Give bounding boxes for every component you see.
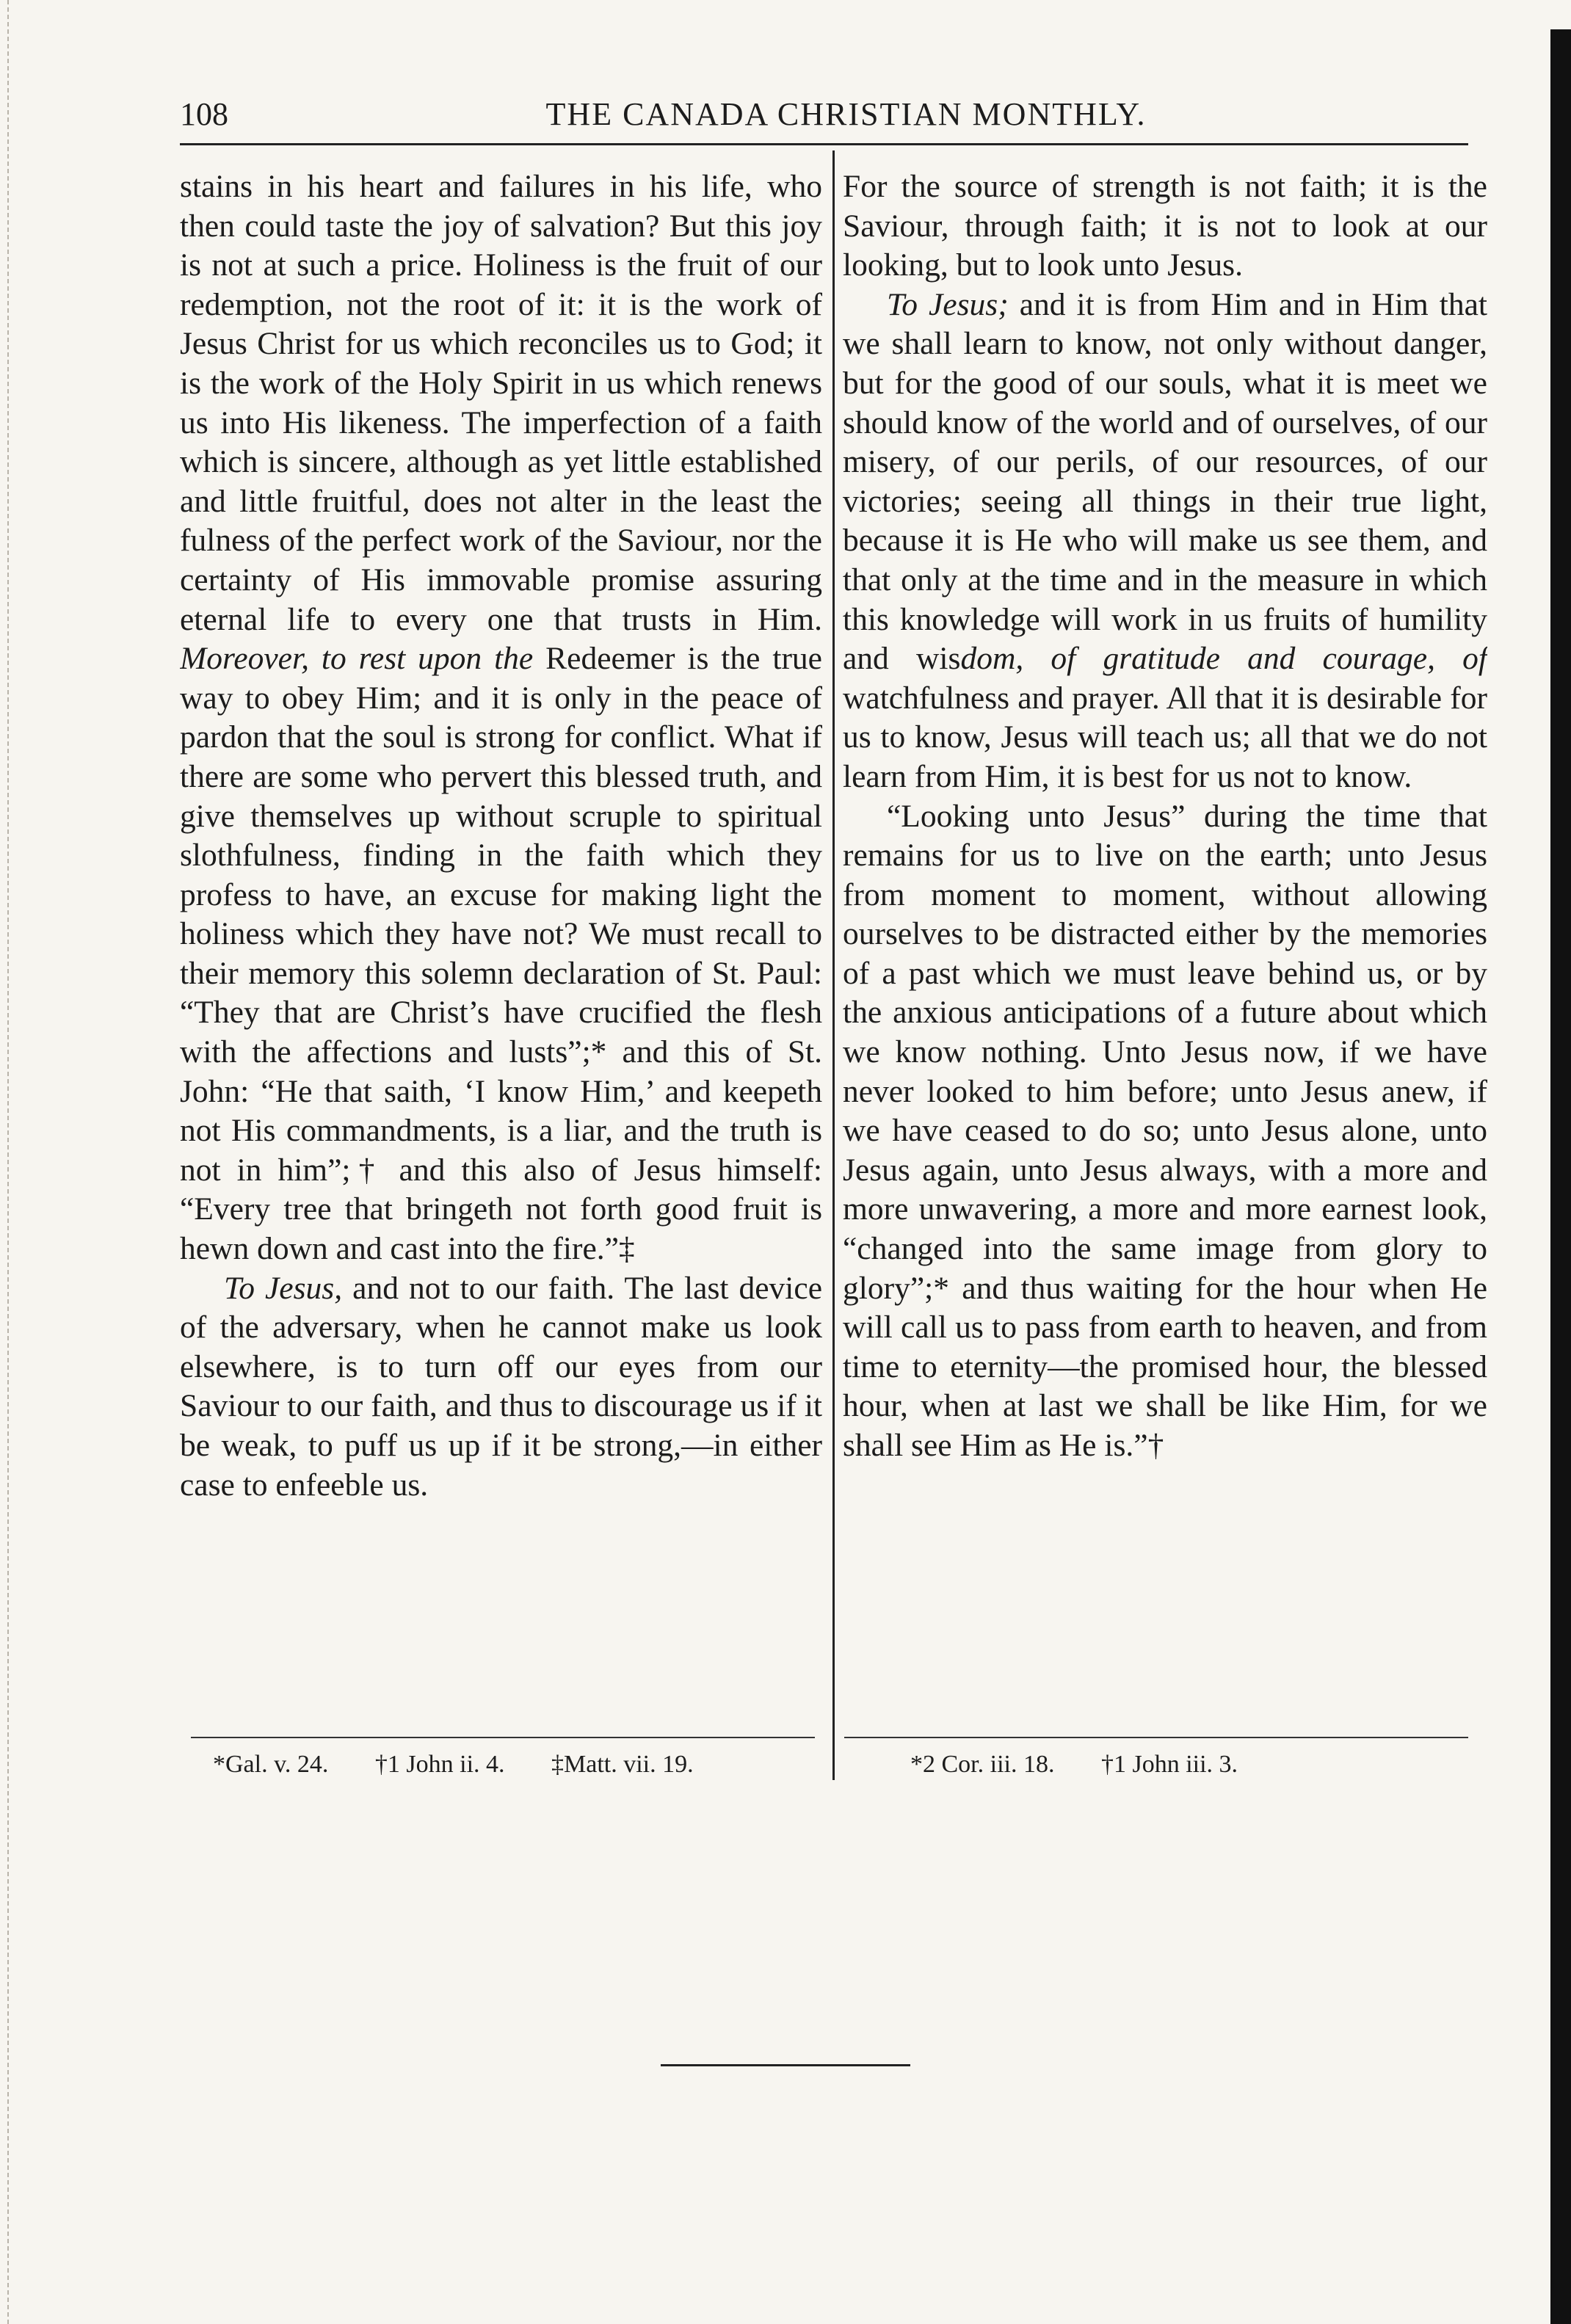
paragraph-text: “Looking unto Jesus” during the time that remains for us to live on the earth; unto Jesus from moment to moment, without allowing ourselves to be distracted either by the memories of a past which we must leave behind us, or by the anxious anticipations of a future about which we know nothing. Unto Jesus now, if we have never looked to him before; unto Jesus anew, if we have ceased to do so; unto Jesus alone, unto Jesus again, unto Jesus always, with a more and more unwavering, a more and more earnest look, “changed into the same image from glory to glory”;* and thus waiting for the hour when He will call us to pass from earth to heaven, and from time to eternity—the promised hour, the blessed hour, when at last we shall be like Him, for we shall see Him as He is.”†: [843, 798, 1487, 1463]
paragraph: [843, 797, 1487, 1466]
footnote: *2 Cor. iii. 18.: [910, 1751, 1055, 1778]
footnotes-left: [213, 1751, 734, 1779]
footnote: †1 John iii. 3.: [1100, 1751, 1238, 1778]
footnote-rule-left: [191, 1737, 815, 1738]
footnote: ‡Matt. vii. 19.: [551, 1751, 694, 1778]
italic-text: To Jesus;: [887, 286, 1009, 322]
italic-text: To Jesus,: [224, 1270, 343, 1306]
paragraph-text: stains in his heart and failures in his life, who then could taste the joy of salvation? But this joy is not at such a price. Holiness is the fruit of our redemption, not the root of it: it is the work of Jesus Christ for us which reconciles us to God; it is the work of the Holy Spirit in us which renews us into His likeness. The imperfection of a faith which is sincere, although as yet little established and little fruitful, does not alter in the least the fulness of the perfect work of the Saviour, nor the certainty of His immovable promise assuring eternal life to every one that trusts in Him.: [180, 169, 822, 637]
header-rule: [180, 143, 1468, 145]
paragraph-text: Redeemer is the true way to obey Him; and it is only in the peace of pardon that the soul is strong for conflict. What if there are some who pervert this blessed truth, and give themselves up without scruple to spiritual slothfulness, finding in the faith which they profess to have, an excuse for making light the holiness which they have not? We must recall to their memory this solemn declaration of St. Paul: “They that are Christ’s have crucified the flesh with the affections and lusts”;* and this of St. John: “He that saith, ‘I know Him,’ and keepeth not His commandments, is a liar, and the truth is not in him”;† and this also of Jesus himself: “Every tree that bringeth not forth good fruit is hewn down and cast into the fire.”‡: [180, 641, 822, 1267]
footnote: *Gal. v. 24.: [213, 1751, 329, 1778]
paragraph: [180, 167, 822, 1269]
paragraph-text: watchfulness and prayer. All that it is desirable for us to know, Jesus will teach us; all that we do not learn from Him, it is best for us not to know.: [843, 680, 1487, 794]
running-title: THE CANADA CHRISTIAN MONTHLY.: [545, 96, 1147, 132]
end-of-article-rule: [661, 2064, 910, 2066]
paragraph: [843, 286, 1487, 797]
column-divider: [832, 150, 835, 1780]
footnote-rule-right: [844, 1737, 1468, 1738]
paragraph-text: and it is from Him and in Him that we shall learn to know, not only without danger, but for the good of our souls, what it is meet we should know of the world and of ourselves, of our misery, of our perils, of our resources, of our victories; seeing all things in their true light, because it is He who will make us see them, and that only at the time and in the measure in which this knowledge will work in us fruits of humility and wis: [843, 286, 1487, 677]
paragraph-text: and not to our faith. The last device of the adversary, when he cannot make us look elsewhere, is to turn off our eyes from our Saviour to our faith, and thus to discourage us if it be weak, to puff us up if it be strong,—in either case to enfeeble us.: [180, 1270, 822, 1503]
page-number: 108: [180, 96, 228, 132]
page-header: [180, 87, 1468, 138]
footnote: †1 John ii. 4.: [374, 1751, 505, 1778]
footnotes-right: [910, 1751, 1278, 1779]
scan-margin-specks: [7, 0, 31, 2324]
page-edge-shadow: [1550, 29, 1571, 2324]
left-column: [180, 167, 822, 1724]
italic-text: Moreover, to rest upon the: [180, 641, 534, 677]
paragraph-text: For the source of strength is not faith; it is the Saviour, through faith; it is not to look at our looking, but to look unto Jesus.: [843, 169, 1487, 283]
italic-text: dom, of gratitude and courage, of: [960, 641, 1487, 677]
paragraph: [843, 167, 1487, 286]
right-column: [843, 167, 1487, 1724]
paragraph: [180, 1269, 822, 1506]
